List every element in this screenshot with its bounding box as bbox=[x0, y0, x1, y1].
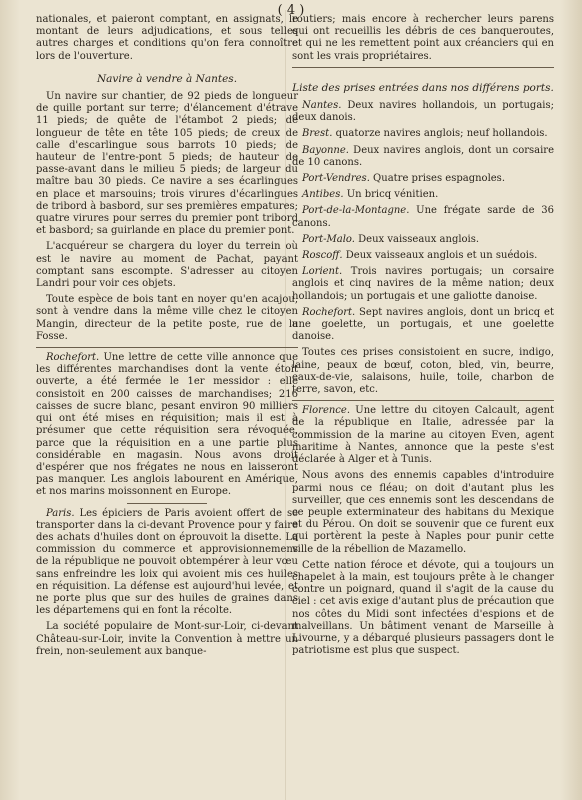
buyer-terms-paragraph: L'acquéreur se chargera du loyer du terrein où est le navire au moment de Pachat, payant comptant sans escompte. S'adresser au citoyen Landri pour voir ces objets. bbox=[36, 241, 298, 290]
section-divider bbox=[292, 400, 554, 401]
prize-entry bbox=[292, 128, 554, 140]
page-number: ( 4 ) bbox=[277, 3, 305, 18]
prize-description: Trois navires portugais; un corsaire anglois et cinq navires de la même nation; deux hollandois; un portugais et une galiotte danoise. bbox=[292, 266, 554, 302]
prize-port-name: Antibes. bbox=[302, 189, 344, 201]
prize-description: Deux navires hollandois, un portugais; deux danois. bbox=[292, 100, 554, 124]
prize-port-name: Port-de-la-Montagne. bbox=[302, 205, 410, 217]
enemies-paragraph: Nous avons des ennemis capables d'introduire parmi nous ce fléau; on doit d'autant plus les surveiller, que ces ennemis sont les descendans de ce peuple exterminateur des habitans du Mexique et du Pérou. On doit se souvenir que ce furent eux qui portèrent la peste à Naples pour punir cette ville de la rébellion de Mazamello. bbox=[292, 470, 554, 555]
prize-description: quatorze navires anglois; neuf hollandois. bbox=[332, 128, 548, 140]
prize-entry bbox=[292, 234, 554, 246]
paris-paragraph bbox=[36, 508, 298, 618]
prize-port-name: Port-Vendres. bbox=[302, 173, 370, 185]
prizes-summary-paragraph: Toutes ces prises consistoient en sucre, indigo, laine, peaux de bœuf, coton, bled, vin, beurre, eaux-de-vie, salaisons, huile, toile, charbon de terre, savon, etc. bbox=[292, 347, 554, 396]
left-intro-paragraph: nationales, et paieront comptant, en assignats, le montant de leurs adjudications, et sous telles autres charges et conditions qu'on fera connoître lors de l'ouverture. bbox=[36, 14, 298, 62]
prize-description: Quatre prises espagnoles. bbox=[369, 173, 505, 185]
florence-text: Une lettre du citoyen Calcault, agent de la république en Italie, adressée par la commission de la marine au citoyen Even, agent maritime à Nantes, annonce que la peste s'est déclarée à Alger et à Tunis. bbox=[292, 405, 554, 466]
ship-description-paragraph: Un navire sur chantier, de 92 pieds de longueur de quille portant sur terre; d'élancement d'étrave 11 pieds; de quête de l'étambot 2 pieds; de longueur de tête en tête 105 pieds; de creux de calle d'escarlingue sous barrots 10 pieds; de hauteur de l'entre-pont 5 pieds; de hauteur de passe-avant dans le milieu 5 pieds; de largeur du maître bau 30 pieds. Ce navire a ses écarlingues en place et marsouins; trois virures d'écarlingues de tribord à basbord, sur ses premières empatures; quatre virures pour serres du premier pont tribord et basbord; sa guirlande en place du premier pont. bbox=[36, 91, 298, 237]
left-column bbox=[36, 14, 298, 662]
ship-sale-heading: Navire à vendre à Nantes. bbox=[96, 72, 238, 85]
prize-description: Deux vaisseaux anglois. bbox=[354, 233, 480, 245]
prize-port-name: Nantes. bbox=[302, 100, 342, 112]
section-divider bbox=[292, 67, 554, 68]
prize-entry bbox=[292, 189, 554, 201]
rochefort-dateline: Rochefort. bbox=[46, 352, 100, 364]
prize-port-name: Roscoff. bbox=[302, 250, 343, 262]
prize-entry bbox=[292, 250, 554, 262]
prizes-list bbox=[292, 100, 554, 343]
prize-entry bbox=[292, 205, 554, 229]
prize-description: Sept navires anglois, dont un bricq et une goelette, un portugais, et une goelette danoise. bbox=[292, 306, 554, 343]
societe-populaire-paragraph: La société populaire de Mont-sur-Loir, ci-devant Château-sur-Loir, invite la Convention à mettre un frein, non-seulement aux banque- bbox=[36, 621, 298, 657]
prize-entry bbox=[292, 307, 554, 344]
paris-text: Les épiciers de Paris avoient offert de se transporter dans la ci-devant Provence pour y faire des achats d'huiles dont on éprouvoit la disette. La commission du commerce et approvisionnemens de la république ne pouvoit obtempérer à leur vœu sans enfreindre les loix qui avoient mis ces huiles en réquisition. La défense est aujourd'hui levée, et ne porte plus que sur des huiles de graines dans les départemens qui en font la récolte. bbox=[36, 507, 298, 617]
prize-port-name: Rochefort. bbox=[302, 306, 356, 318]
prize-port-name: Port-Malo. bbox=[302, 233, 355, 245]
prize-description: Deux navires anglois, dont un corsaire de 10 canons. bbox=[292, 144, 554, 168]
right-column bbox=[292, 14, 554, 661]
prize-port-name: Lorient. bbox=[302, 266, 343, 278]
section-divider bbox=[36, 347, 298, 348]
rochefort-paragraph bbox=[36, 352, 298, 498]
ferocious-nation-paragraph: Cette nation féroce et dévote, qui a toujours un chapelet à la main, est toujours prête à le changer contre un poignard, quand il s'agit de la cause du ciel : cet avis exige d'autant plus de précaution que nos côtes du Midi sont infectées d'espions et de malveillans. Un bâtiment venant de Marseille à Livourne, y a débarqué plusieurs passagers dont le patriotisme est plus que suspect. bbox=[292, 559, 554, 657]
florence-paragraph bbox=[292, 405, 554, 466]
prize-entry bbox=[292, 100, 554, 124]
prize-description: Un bricq vénitien. bbox=[343, 189, 439, 201]
paris-dateline: Paris. bbox=[46, 507, 75, 519]
prize-description: Deux vaisseaux anglois et un suédois. bbox=[342, 250, 538, 262]
prize-port-name: Brest. bbox=[302, 128, 333, 140]
prizes-list-heading: Liste des prises entrées dans nos différens ports. bbox=[292, 81, 554, 94]
florence-dateline: Florence. bbox=[302, 405, 350, 417]
prize-port-name: Bayonne. bbox=[302, 144, 349, 156]
prize-entry bbox=[292, 173, 554, 185]
wood-sale-paragraph: Toute espèce de bois tant en noyer qu'en acajou, sont à vendre dans la même ville chez le citoyen Mangin, directeur de la petite poste, rue de la Fosse. bbox=[36, 294, 298, 342]
prize-entry bbox=[292, 266, 554, 303]
prize-description: Une frégate sarde de 36 canons. bbox=[292, 205, 554, 229]
rochefort-text: Une lettre de cette ville annonce que les différentes marchandises dont la vente étoit ouverte, a été fermée le 1er messidor : elle consistoit en 200 caisses de marchandises; 216 caisses de sucre blanc, pesant environ 90 milliers qui ont été mises en réquisition; mais il est à présumer que cette réquisition sera révoquée, parce que la réquisition en a une partie plus considérable en magasin. Nous avons droit d'espérer que nos frégates ne nous en laisseront pas manquer. Les anglois labourent en Amérique, et nos marins moissonnent en Europe. bbox=[36, 352, 298, 498]
prize-entry bbox=[292, 145, 554, 169]
right-intro-paragraph: routiers; mais encore à rechercher leurs parens qui ont recueillis les débris de ces banqueroutes, et qui ne les remettent point aux créanciers qui en sont les vrais propriétaires. bbox=[292, 14, 554, 62]
short-divider bbox=[127, 503, 207, 504]
